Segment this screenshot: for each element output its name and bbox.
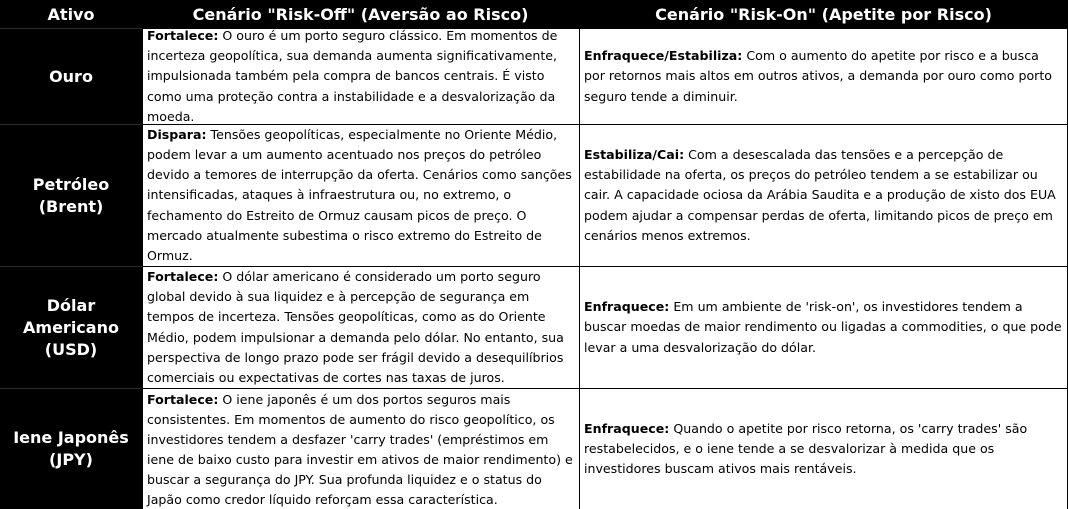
risk-on-cell-gold xyxy=(579,28,1068,124)
header-risk-on: Cenário "Risk-On" (Apetite por Risco) xyxy=(579,0,1068,28)
risk-on-cell-oil xyxy=(579,124,1068,266)
cell-label: Estabiliza/Cai: xyxy=(584,147,685,163)
asset-jpy xyxy=(0,388,142,509)
cell-text xyxy=(584,46,1063,106)
asset-label: Petróleo (Brent) xyxy=(32,174,110,216)
cell-text xyxy=(584,419,1063,479)
risk-off-cell-jpy xyxy=(142,388,579,509)
cell-text xyxy=(147,267,575,388)
risk-off-cell-usd xyxy=(142,266,579,388)
risk-off-cell-gold xyxy=(142,28,579,124)
asset-label-line2: (USD) xyxy=(44,339,98,359)
asset-label: Ouro xyxy=(49,66,93,86)
cell-label: Fortalece: xyxy=(147,28,219,44)
cell-body: Tensões geopolíticas, especialmente no Oriente Médio, podem levar a um aumento acentuado nos preços do petróleo devido a temores de interrupção da oferta. Cenários como sanções intensificadas, ataques à infraestrutura ou, no extremo, o fechamento do Estreito de Ormuz causam picos de preço. O mercado atualmente subestima o risco extremo do Estreito de Ormuz. xyxy=(147,127,572,263)
cell-label: Fortalece: xyxy=(147,392,219,407)
cell-body: O dólar americano é considerado um porto seguro global devido à sua liquidez e à percepção de segurança em tempos de incerteza. Tensões geopolíticas, como as do Oriente Médio, podem impulsionar a demanda pelo dólar. No entanto, sua perspectiva de longo prazo pode ser frágil devido a desequilíbrios comerciais ou expectativas de cortes nas taxas de juros. xyxy=(147,269,564,385)
asset-gold xyxy=(0,28,142,124)
cell-body: Com o aumento do apetite por risco e a busca por retornos mais altos em outros ativos, a demanda por ouro como porto seguro tende a diminuir. xyxy=(584,48,1052,104)
header-asset: Ativo xyxy=(0,0,142,28)
cell-text xyxy=(584,297,1063,357)
cell-label: Fortalece: xyxy=(147,269,219,285)
cell-label: Dispara: xyxy=(147,127,207,143)
cell-label: Enfraquece: xyxy=(584,299,670,315)
asset-label-group xyxy=(4,295,138,361)
asset-label-group xyxy=(13,427,129,471)
cell-body: O ouro é um porto seguro clássico. Em momentos de incerteza geopolítica, sua demanda aumenta significativamente, impulsionada também pela compra de bancos centrais. É visto como uma proteção contra a instabilidade e a desvalorização da moeda. xyxy=(147,28,558,124)
cell-body: Com a desescalada das tensões e a percepção de estabilidade na oferta, os preços do petróleo tendem a se estabilizar ou cair. A capacidade ociosa da Arábia Saudita e a produção de xisto dos EUA podem ajudar a compensar perdas de oferta, limitando picos de preço em cenários menos extremos. xyxy=(584,147,1056,243)
risk-on-cell-usd xyxy=(579,266,1068,388)
risk-on-cell-jpy xyxy=(579,388,1068,509)
asset-label-line2: (JPY) xyxy=(49,450,93,469)
header-risk-off: Cenário "Risk-Off" (Aversão ao Risco) xyxy=(142,0,579,28)
asset-oil xyxy=(0,124,142,266)
cell-body: Em um ambiente de 'risk-on', os investidores tendem a buscar moedas de maior rendimento ou ligadas a commodities, o que pode levar a uma desvalorização do dólar. xyxy=(584,299,1062,355)
risk-off-cell-oil xyxy=(142,124,579,266)
cell-text xyxy=(584,145,1063,245)
cell-text xyxy=(147,28,575,124)
cell-body: O iene japonês é um dos portos seguros mais consistentes. Em momentos de aumento do risco geopolítico, os investidores tendem a desfazer 'carry trades' (empréstimos em iene de baixo custo para investir em ativos de maior rendimento) e buscar a segurança do JPY. Sua profunda liquidez e o status do Japão como credor líquido reforçam essa característica. xyxy=(147,392,573,508)
cell-body: Quando o apetite por risco retorna, os 'carry trades' são restabelecidos, e o iene tende a se desvalorizar à medida que os investidores buscam ativos mais rentáveis. xyxy=(584,420,1028,477)
asset-usd xyxy=(0,266,142,388)
cell-label: Enfraquece: xyxy=(584,420,670,436)
asset-label-line1: Iene Japonês xyxy=(13,428,129,447)
cell-label: Enfraquece/Estabiliza: xyxy=(584,48,743,64)
cell-text xyxy=(147,125,575,266)
asset-label-line1: Dólar Americano xyxy=(23,295,119,337)
cell-text xyxy=(147,390,575,509)
